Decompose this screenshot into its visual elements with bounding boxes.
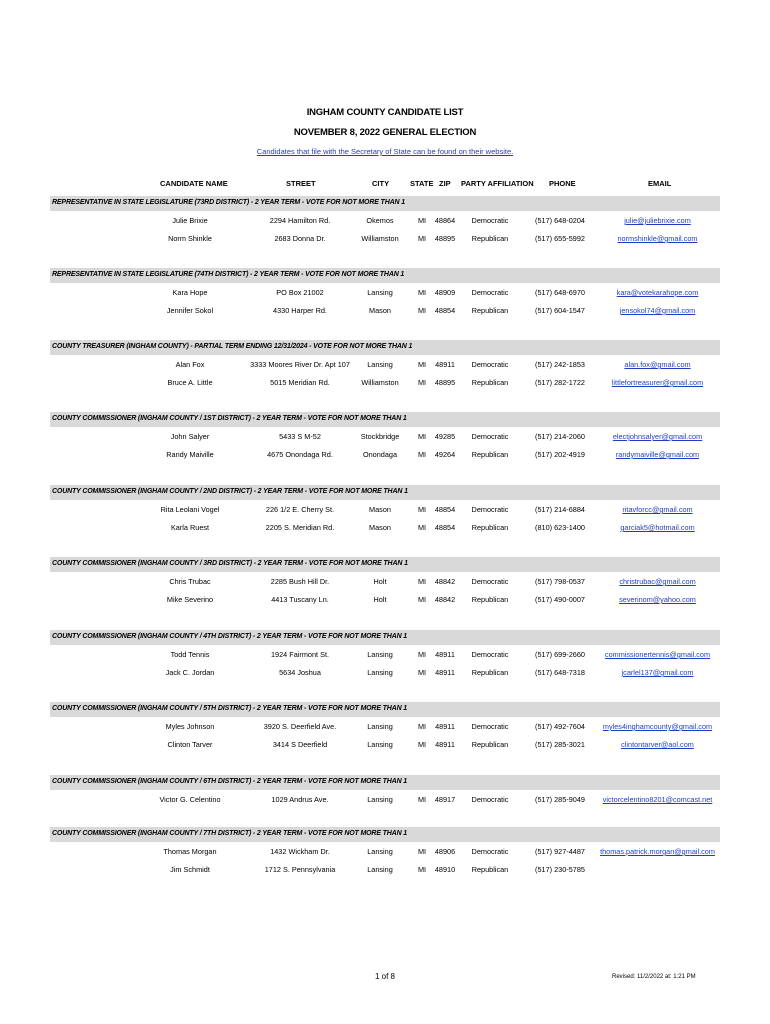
candidate-city: Lansing [367,865,393,874]
candidate-state: MI [417,450,427,459]
candidate-name: Jennifer Sokol [166,306,214,315]
candidate-zip: 48910 [434,865,456,874]
candidate-city: Holt [373,577,387,586]
candidate-state: MI [417,216,427,225]
candidate-street: 1712 S. Pennsylvania [264,865,336,874]
candidate-phone: (517) 927-4487 [535,847,585,856]
candidate-row [50,234,720,252]
candidate-state: MI [417,795,427,804]
candidate-city: Onondaga [362,450,398,459]
candidate-party: Republican [471,378,509,387]
candidate-phone: (517) 655-5992 [535,234,585,243]
candidate-phone: (517) 490-0007 [535,595,585,604]
office-header-band [50,827,720,842]
candidate-party: Democratic [471,795,509,804]
candidate-zip: 48911 [435,650,455,659]
candidate-name: John Salyer [170,432,210,441]
candidate-city: Okemos [366,216,394,225]
candidate-city: Lansing [367,650,393,659]
revised-timestamp: Revised: 11/2/2022 at: 1:21 PM [612,974,696,980]
candidate-zip: 49285 [434,432,456,441]
candidate-state: MI [417,595,427,604]
candidate-party: Republican [471,523,509,532]
office-title: COUNTY TREASURER (INGHAM COUNTY) - PARTIAL TERM ENDING 12/31/2024 - VOTE FOR NOT MORE THAN 1 [52,343,413,350]
column-header-name: CANDIDATE NAME [160,179,228,188]
candidate-name: Jim Schmidt [170,865,210,874]
candidate-city: Lansing [367,722,393,731]
candidate-row [50,722,720,740]
candidate-zip: 49264 [434,450,456,459]
candidate-state: MI [417,234,427,243]
candidate-email[interactable]: jensokol74@gmail.com [619,306,696,315]
candidate-row [50,360,720,378]
candidate-street: 226 1/2 E. Cherry St. [265,505,335,514]
candidate-name: Thomas Morgan [163,847,217,856]
candidate-street: 2205 S. Meridian Rd. [265,523,335,532]
candidate-party: Democratic [471,288,509,297]
candidate-email[interactable]: severinom@yahoo.com [619,595,696,604]
office-title: COUNTY COMMISSIONER (INGHAM COUNTY / 7TH DISTRICT) - 2 YEAR TERM - VOTE FOR NOT MORE THAN 1 [52,830,408,837]
candidate-phone: (517) 492-7604 [535,722,585,731]
candidate-street: 5015 Meridian Rd. [270,378,330,387]
candidate-state: MI [417,523,427,532]
candidate-party: Republican [471,595,509,604]
candidate-row [50,740,720,758]
candidate-street: PO Box 21002 [276,288,324,297]
candidate-street: 3414 S Deerfield [272,740,328,749]
candidate-row [50,378,720,396]
column-header-street: STREET [286,179,316,188]
candidate-zip: 48864 [434,216,456,225]
candidate-name: Alan Fox [175,360,205,369]
candidate-zip: 48906 [434,847,456,856]
candidate-phone: (517) 699-2660 [535,650,585,659]
candidate-phone: (517) 648-7318 [535,668,585,677]
candidate-street: 4675 Onondaga Rd. [267,450,333,459]
candidate-state: MI [417,505,427,514]
candidate-phone: (517) 648-6970 [535,288,585,297]
candidate-street: 1432 Wickham Dr. [270,847,330,856]
candidate-city: Mason [369,306,391,315]
candidate-zip: 48895 [434,378,456,387]
document-title: INGHAM COUNTY CANDIDATE LIST [306,107,464,118]
column-header-city: CITY [372,179,390,188]
candidate-name: Todd Tennis [170,650,210,659]
candidate-party: Democratic [471,360,509,369]
candidate-row [50,847,720,865]
office-header-band [50,268,720,283]
candidate-street: 5433 S M-52 [279,432,321,441]
candidate-email[interactable]: normshinkle@gmail.com [617,234,698,243]
candidate-name: Norm Shinkle [168,234,212,243]
candidate-phone: (517) 242-1853 [535,360,585,369]
candidate-party: Republican [471,740,509,749]
candidate-name: Clinton Tarver [167,740,213,749]
candidate-city: Holt [373,595,387,604]
candidate-state: MI [417,306,427,315]
office-header-band [50,630,720,645]
office-header-band [50,775,720,790]
candidate-phone: (517) 604-1547 [535,306,585,315]
office-title: REPRESENTATIVE IN STATE LEGISLATURE (73RD DISTRICT) - 2 YEAR TERM - VOTE FOR NOT MORE THAN 1 [52,199,405,206]
candidate-phone: (517) 214-2060 [535,432,585,441]
column-header-email: EMAIL [648,179,672,188]
candidate-row [50,795,720,813]
candidate-name: Julie Brixie [172,216,208,225]
office-header-band [50,196,720,211]
candidate-email[interactable]: littlefortreasurer@gmail.com [611,378,704,387]
candidate-state: MI [417,432,427,441]
candidate-zip: 48854 [434,505,456,514]
candidate-city: Williamston [361,234,399,243]
office-header-band [50,485,720,500]
candidate-row [50,668,720,686]
candidate-zip: 48842 [434,595,456,604]
candidate-party: Democratic [471,216,509,225]
candidate-zip: 48911 [435,668,455,677]
candidate-phone: (517) 798-0537 [535,577,585,586]
election-title: NOVEMBER 8, 2022 GENERAL ELECTION [293,127,477,138]
candidate-city: Mason [369,505,391,514]
candidate-state: MI [417,740,427,749]
page-number: 1 of 8 [374,972,395,981]
candidate-name: Bruce A. Little [167,378,213,387]
candidate-phone: (517) 648-0204 [535,216,585,225]
candidate-name: Rita Leolani Vogel [160,505,220,514]
candidate-email[interactable]: electjohnsalyer@gmail.com [612,432,703,441]
candidate-phone: (517) 282-1722 [535,378,585,387]
candidate-name: Myles Johnson [165,722,215,731]
column-header-zip: ZIP [439,179,451,188]
candidate-row [50,505,720,523]
candidate-party: Democratic [471,847,509,856]
office-title: COUNTY COMMISSIONER (INGHAM COUNTY / 2ND DISTRICT) - 2 YEAR TERM - VOTE FOR NOT MORE THAN 1 [52,488,408,495]
candidate-party: Democratic [471,432,509,441]
candidate-city: Lansing [367,847,393,856]
candidate-zip: 48909 [434,288,456,297]
candidate-row [50,432,720,450]
candidate-zip: 48911 [435,722,455,731]
column-header-state: STATE [410,179,434,188]
candidate-city: Lansing [367,795,393,804]
candidate-name: Victor G. Celentino [159,795,221,804]
candidate-state: MI [417,360,427,369]
candidate-email[interactable]: myles4inghamcounty@gmail.com [602,722,713,731]
candidate-name: Kara Hope [172,288,208,297]
candidate-state: MI [417,288,427,297]
candidate-zip: 48842 [434,577,456,586]
candidate-email[interactable]: kara@votekarahope.com [616,288,699,297]
candidate-zip: 48917 [434,795,456,804]
candidate-city: Lansing [367,740,393,749]
office-header-band [50,557,720,572]
candidate-street: 1924 Fairmont St. [271,650,329,659]
office-title: COUNTY COMMISSIONER (INGHAM COUNTY / 4TH DISTRICT) - 2 YEAR TERM - VOTE FOR NOT MORE THAN 1 [52,633,408,640]
candidate-city: Lansing [367,360,393,369]
candidate-phone: (517) 285-3021 [535,740,585,749]
office-title: COUNTY COMMISSIONER (INGHAM COUNTY / 3RD DISTRICT) - 2 YEAR TERM - VOTE FOR NOT MORE THAN 1 [52,560,408,567]
office-header-band [50,412,720,427]
candidate-email[interactable]: thomas.patrick.morgan@gmail.com [600,847,715,856]
candidate-party: Republican [471,450,509,459]
candidate-name: Randy Maiville [166,450,214,459]
candidate-zip: 48911 [435,360,455,369]
office-title: REPRESENTATIVE IN STATE LEGISLATURE (74TH DISTRICT) - 2 YEAR TERM - VOTE FOR NOT MORE THAN 1 [52,271,405,278]
candidate-email[interactable]: jcarlel137@gmail.com [621,668,694,677]
candidate-street: 2285 Bush Hill Dr. [270,577,330,586]
office-header-band [50,340,720,355]
candidate-party: Democratic [471,505,509,514]
candidate-city: Lansing [367,668,393,677]
candidate-name: Jack C. Jordan [165,668,215,677]
candidate-email[interactable]: alan.fox@gmail.com [624,360,691,369]
candidate-name: Mike Severino [166,595,214,604]
candidate-state: MI [417,668,427,677]
candidate-city: Williamston [361,378,399,387]
candidate-state: MI [417,577,427,586]
candidate-row [50,288,720,306]
candidate-row [50,595,720,613]
candidate-name: Chris Trubac [169,577,211,586]
candidate-street: 4413 Tuscany Ln. [271,595,329,604]
candidate-street: 1029 Andrus Ave. [271,795,329,804]
candidate-state: MI [417,650,427,659]
candidate-phone: (517) 230-5785 [535,865,585,874]
candidate-street: 3333 Moores River Dr. Apt 107 [250,360,350,369]
candidate-party: Republican [471,234,509,243]
candidate-state: MI [417,378,427,387]
candidate-row [50,523,720,541]
candidate-email[interactable]: commissionertennis@gmail.com [604,650,711,659]
candidate-email[interactable]: victorcelentino8201@comcast.net [602,795,713,804]
candidate-name: Karla Ruest [170,523,210,532]
candidate-city: Lansing [367,288,393,297]
candidate-city: Mason [369,523,391,532]
candidate-zip: 48854 [434,523,456,532]
candidate-zip: 48895 [434,234,456,243]
candidate-email[interactable]: garciak5@hotmail.com [620,523,695,532]
candidate-street: 5634 Joshua [279,668,321,677]
office-title: COUNTY COMMISSIONER (INGHAM COUNTY / 5TH DISTRICT) - 2 YEAR TERM - VOTE FOR NOT MORE THAN 1 [52,705,408,712]
candidate-city: Stockbridge [360,432,400,441]
candidate-email[interactable]: randymaiville@gmail.com [615,450,700,459]
candidate-state: MI [417,847,427,856]
candidate-street: 3920 S. Deerfield Ave. [263,722,337,731]
secretary-of-state-link[interactable]: Candidates that file with the Secretary of State can be found on their website. [256,147,514,156]
candidate-state: MI [417,865,427,874]
office-title: COUNTY COMMISSIONER (INGHAM COUNTY / 1ST DISTRICT) - 2 YEAR TERM - VOTE FOR NOT MORE THAN 1 [52,415,407,422]
candidate-row [50,577,720,595]
candidate-row [50,865,720,883]
candidate-phone: (517) 202-4919 [535,450,585,459]
candidate-email[interactable]: clintontarver@aol.com [621,740,694,749]
candidate-zip: 48854 [434,306,456,315]
candidate-zip: 48911 [435,740,455,749]
candidate-street: 2294 Hamilton Rd. [269,216,331,225]
candidate-street: 4330 Harper Rd. [273,306,327,315]
candidate-party: Democratic [471,577,509,586]
candidate-party: Republican [471,306,509,315]
candidate-street: 2683 Donna Dr. [274,234,326,243]
candidate-row [50,450,720,468]
candidate-row [50,650,720,668]
candidate-email[interactable]: christrubac@gmail.com [619,577,696,586]
candidate-party: Republican [471,668,509,677]
candidate-row [50,216,720,234]
office-header-band [50,702,720,717]
candidate-email[interactable]: julie@juliebrixie.com [624,216,691,225]
candidate-party: Democratic [471,722,509,731]
column-header-phone: PHONE [549,179,576,188]
column-header-party: PARTY AFFILIATION [461,179,534,188]
candidate-state: MI [417,722,427,731]
candidate-phone: (517) 285-9049 [535,795,585,804]
candidate-email[interactable]: ritavforcc@gmail.com [622,505,693,514]
candidate-row [50,306,720,324]
office-title: COUNTY COMMISSIONER (INGHAM COUNTY / 6TH DISTRICT) - 2 YEAR TERM - VOTE FOR NOT MORE THAN 1 [52,778,408,785]
candidate-phone: (517) 214-6884 [535,505,585,514]
candidate-party: Republican [471,865,509,874]
candidate-phone: (810) 623-1400 [535,523,585,532]
candidate-party: Democratic [471,650,509,659]
